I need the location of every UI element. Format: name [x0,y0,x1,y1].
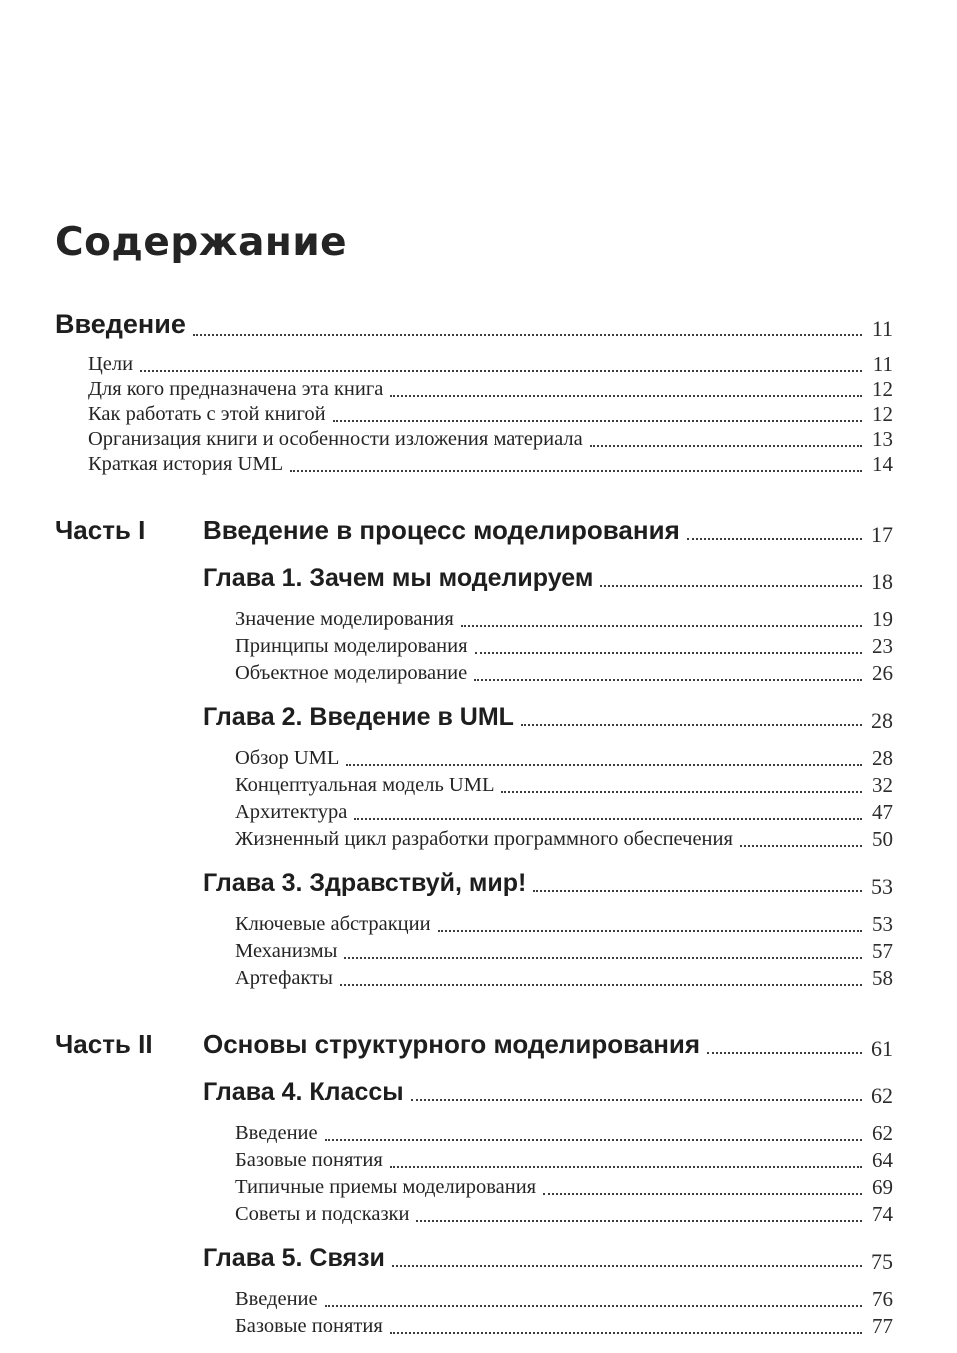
toc-chapter-page: 62 [871,1083,893,1108]
toc-entry-page: 58 [872,966,893,990]
dot-leader [140,370,862,372]
dot-leader [392,1265,862,1267]
dot-leader [325,1139,862,1141]
toc-chapter-row [55,1243,893,1274]
toc-entry-page: 11 [871,316,893,341]
toc-entry [55,605,893,632]
toc-entry-page: 74 [872,1202,893,1226]
toc-entry-label: Введение [55,309,186,339]
dot-leader [333,420,862,422]
toc-entry-page: 11 [872,352,893,376]
dot-leader [438,930,862,932]
chapter-items [55,910,893,991]
dot-leader [193,334,862,336]
toc-entry-page: 28 [872,746,893,770]
toc-entry [55,910,893,937]
toc-entry [55,744,893,771]
toc-part-1 [55,514,893,991]
dot-leader [290,470,862,472]
toc-part-label: Часть II [55,1029,153,1059]
toc-entry-page: 23 [872,634,893,658]
toc-chapter-page: 28 [871,708,893,733]
toc-entry-label: Базовые понятия [235,1315,383,1337]
toc-entry-label: Введение [235,1288,318,1310]
toc-entry-label: Ключевые абстракции [235,913,431,935]
toc-entry-label: Базовые понятия [235,1149,383,1171]
toc-entry-label: Для кого предназначена эта книга [88,378,384,400]
toc-entry-label: Введение [235,1122,318,1144]
toc-chapter-title: Глава 4. Классы [203,1078,404,1106]
toc-chapter-page: 75 [871,1249,893,1274]
toc-entry-page: 64 [872,1148,893,1172]
chapter-items [55,605,893,686]
toc-part-title: Основы структурного моделирования [203,1029,701,1059]
toc-entry [55,937,893,964]
toc-part-title: Введение в процесс моделирования [203,515,680,545]
toc-chapter-page: 53 [871,874,893,899]
toc-chapter-row [55,1077,893,1108]
toc-entry-page: 77 [872,1314,893,1338]
toc-entry-label: Типичные приемы моделирования [235,1176,537,1198]
dot-leader [687,538,862,540]
toc-entry-page: 47 [872,800,893,824]
dot-leader [543,1193,862,1195]
toc-entry-label: Значение моделирования [235,608,454,630]
toc-entry-page: 53 [872,912,893,936]
toc-part-page: 61 [871,1036,893,1061]
toc-entry-label: Советы и подсказки [235,1203,410,1225]
dot-leader [354,818,862,820]
toc-part-2 [55,1028,893,1339]
toc-entry [55,659,893,686]
toc-entry-label: Как работать с этой книгой [88,403,326,425]
dot-leader [474,679,862,681]
toc-chapter-page: 18 [871,569,893,594]
toc-chapter-title: Глава 1. Зачем мы моделируем [203,564,594,592]
toc-entry-page: 69 [872,1175,893,1199]
dot-leader [390,1332,862,1334]
toc-entry-label: Концептуальная модель UML [235,774,495,796]
toc-entry-page: 14 [872,452,893,476]
dot-leader [475,652,862,654]
toc-entry [55,402,893,427]
toc-entry-label: Краткая история UML [88,453,284,475]
toc-entry-page: 12 [872,377,893,401]
toc-entry-label: Цели [88,353,134,375]
toc-entry-page: 62 [872,1121,893,1145]
toc-entry [55,825,893,852]
toc-entry-label: Жизненный цикл разработки программного обеспечения [235,828,733,850]
page-title: Содержание [55,220,348,265]
dot-leader [707,1052,862,1054]
dot-leader [590,445,862,447]
toc-entry-label: Обзор UML [235,747,340,769]
toc-entry [55,377,893,402]
dot-leader [533,890,862,892]
dot-leader [461,625,862,627]
toc-entry-page: 32 [872,773,893,797]
toc-part-row [55,514,893,547]
toc-entry-page: 57 [872,939,893,963]
toc-entry-label: Объектное моделирование [235,662,468,684]
dot-leader [344,957,862,959]
chapter-items [55,1119,893,1227]
toc-entry-label: Механизмы [235,940,338,962]
dot-leader [600,585,862,587]
toc-chapter-row [55,702,893,733]
toc-entry [55,1119,893,1146]
toc-entry-label: Артефакты [235,967,333,989]
toc-entry [55,1200,893,1227]
toc-entry [55,427,893,452]
toc-entry [55,1173,893,1200]
toc-entry [55,798,893,825]
toc-entry-label: Организация книги и особенности изложения материала [88,428,583,450]
toc-chapter-title: Глава 3. Здравствуй, мир! [203,869,527,897]
chapter-items [55,744,893,852]
dot-leader [416,1220,862,1222]
toc-entry [55,452,893,477]
toc-chapter-row [55,868,893,899]
dot-leader [325,1305,862,1307]
toc-entry [55,1312,893,1339]
toc-chapter-title: Глава 2. Введение в UML [203,703,514,731]
dot-leader [521,724,862,726]
toc-entry [55,1146,893,1173]
intro-items [55,352,893,477]
toc-entry-page: 13 [872,427,893,451]
toc-entry [55,771,893,798]
dot-leader [340,984,862,986]
toc-entry [55,352,893,377]
toc-part-page: 17 [871,522,893,547]
toc-chapter-row [55,563,893,594]
toc-entry-page: 26 [872,661,893,685]
toc-entry-page: 50 [872,827,893,851]
toc-chapter-title: Глава 5. Связи [203,1244,385,1272]
toc-entry-page: 76 [872,1287,893,1311]
toc-part-label: Часть I [55,515,146,545]
toc-entry-intro [55,308,893,341]
dot-leader [390,395,862,397]
dot-leader [501,791,862,793]
dot-leader [740,845,862,847]
toc-entry [55,1285,893,1312]
toc-entry-label: Архитектура [235,801,348,823]
toc-entry [55,632,893,659]
toc-entry-page: 19 [872,607,893,631]
toc-part-row [55,1028,893,1061]
dot-leader [390,1166,862,1168]
chapter-items [55,1285,893,1339]
toc-entry [55,964,893,991]
dot-leader [346,764,862,766]
toc-entry-label: Принципы моделирования [235,635,468,657]
dot-leader [411,1099,862,1101]
toc-entry-page: 12 [872,402,893,426]
